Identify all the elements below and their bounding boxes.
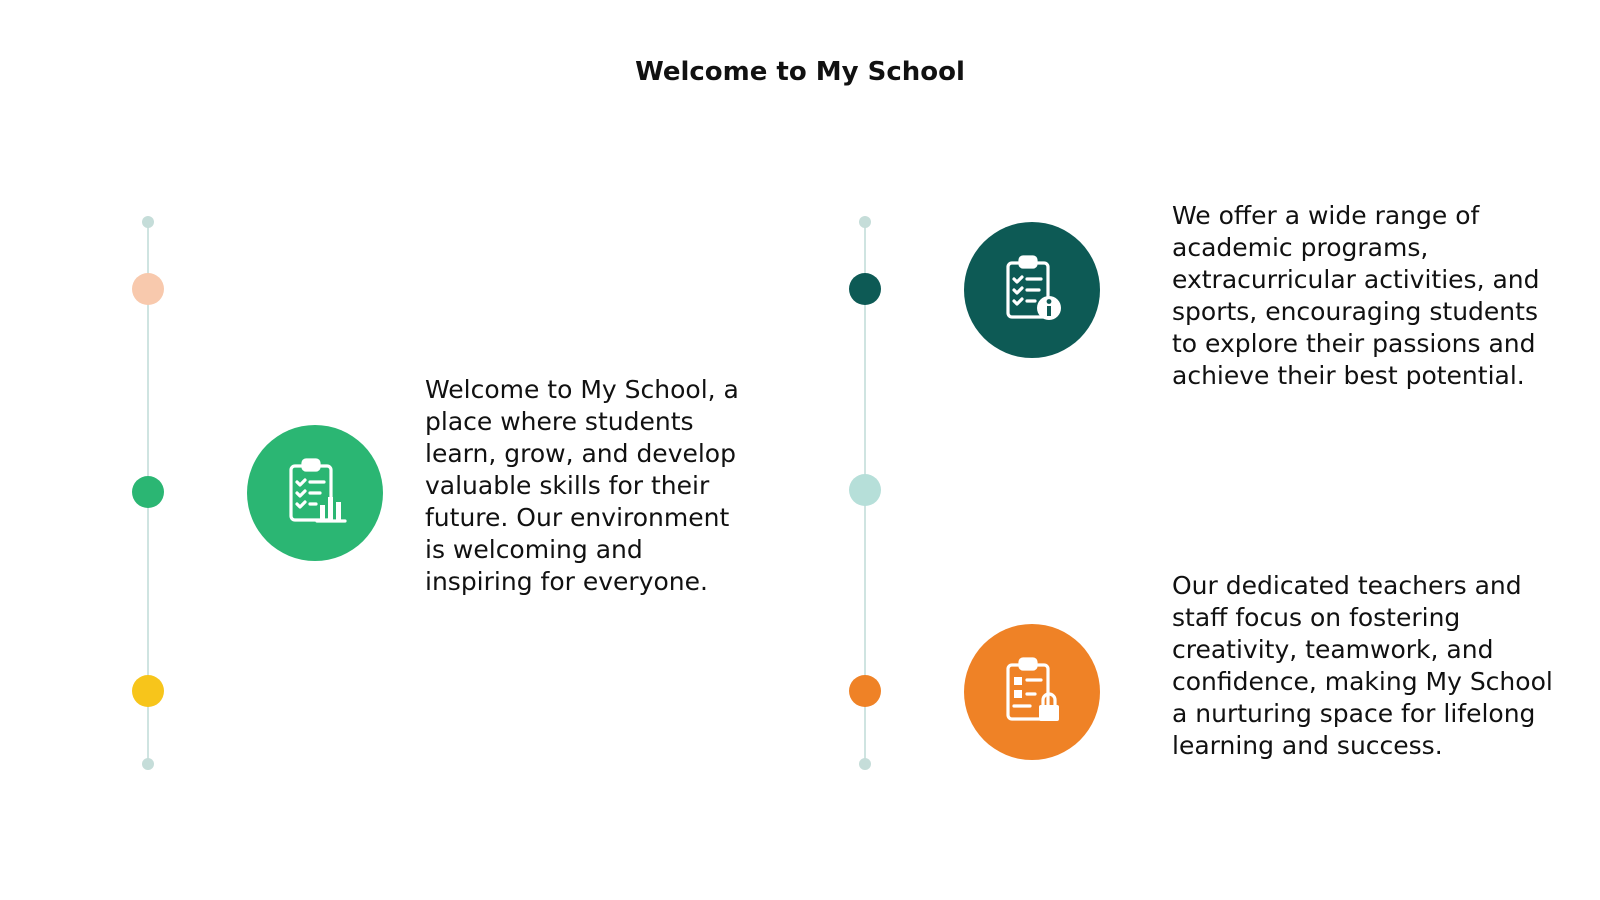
right-timeline-dot-teal	[849, 273, 881, 305]
item-2-text: We offer a wide range of academic programs, extracurricular activities, and sports, encouraging students to explore their passions and achieve their best potential.	[1172, 201, 1540, 390]
right-timeline-bottom-cap	[859, 758, 871, 770]
slide-title: Welcome to My School	[635, 57, 965, 88]
left-timeline-dot-peach	[132, 273, 164, 305]
left-timeline-dot-yellow	[132, 675, 164, 707]
right-timeline-top-cap	[859, 216, 871, 228]
left-timeline-dot-green	[132, 476, 164, 508]
item-3-text: Our dedicated teachers and staff focus on fostering creativity, teamwork, and confidence, making My School a nurturing space for lifelong learning and success.	[1172, 571, 1553, 760]
clipboard-info-icon	[964, 222, 1100, 358]
clipboard-chart-icon	[247, 425, 383, 561]
left-timeline-bottom-cap	[142, 758, 154, 770]
right-timeline-dot-mint	[849, 474, 881, 506]
clipboard-lock-icon	[964, 624, 1100, 760]
item-1-text: Welcome to My School, a place where students learn, grow, and develop valuable skills for their future. Our environment is welcoming and inspiring for everyone.	[425, 375, 739, 596]
right-timeline-dot-orange	[849, 675, 881, 707]
left-timeline-top-cap	[142, 216, 154, 228]
